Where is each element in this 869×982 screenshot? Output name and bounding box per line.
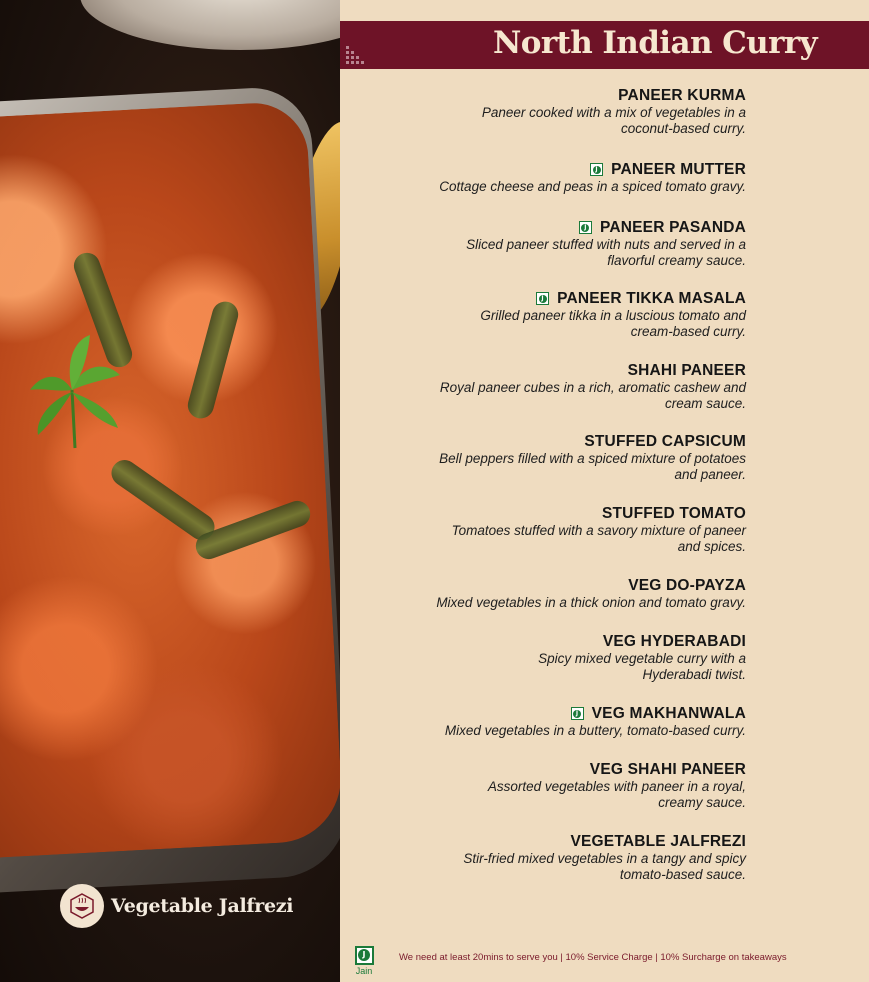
rice-plate — [80, 0, 340, 50]
menu-item-description: and spices. — [677, 539, 746, 554]
jain-icon: J — [590, 163, 603, 176]
menu-item-name — [366, 361, 746, 380]
jain-legend — [352, 942, 376, 976]
food-photo — [0, 0, 340, 982]
menu-item-description: Royal paneer cubes in a rich, aromatic cashew and — [439, 380, 746, 395]
menu-item-name-text: VEG MAKHANWALA — [591, 705, 746, 722]
menu-item-description: cream-based curry. — [630, 324, 746, 339]
section-banner — [340, 21, 869, 69]
footer — [352, 942, 862, 976]
menu-item — [366, 289, 746, 340]
jain-icon: J — [579, 221, 592, 234]
menu-item-name — [366, 218, 746, 237]
menu-item-description: flavorful creamy sauce. — [607, 253, 746, 268]
menu-item-name-text: SHAHI PANEER — [627, 362, 746, 379]
menu-item-name-text: VEG HYDERABADI — [602, 633, 746, 650]
menu-item-description: Bell peppers filled with a spiced mixture of potatoes — [439, 451, 746, 466]
menu-item-name — [366, 832, 746, 851]
menu-item-name-text: VEG SHAHI PANEER — [589, 761, 746, 778]
menu-item-description: creamy sauce. — [658, 795, 746, 810]
menu-item — [366, 504, 746, 555]
menu-item — [366, 576, 746, 611]
menu-item-name — [366, 289, 746, 308]
menu-item-name — [366, 432, 746, 451]
menu-item-name-text: PANEER PASANDA — [599, 219, 746, 236]
jain-legend-label: Jain — [355, 965, 373, 976]
menu-item-name — [366, 576, 746, 595]
menu-item-name — [366, 160, 746, 179]
coriander-garnish-icon — [20, 330, 130, 450]
menu-item-name-text: VEG DO-PAYZA — [628, 577, 746, 594]
menu-item-description: Mixed vegetables in a thick onion and tomato gravy. — [436, 595, 746, 610]
menu-panel — [340, 0, 869, 982]
menu-item-name-text: PANEER KURMA — [618, 87, 746, 104]
dot-pattern-icon — [346, 46, 366, 64]
menu-item-description: coconut-based curry. — [620, 121, 746, 136]
menu-item — [366, 86, 746, 137]
menu-item-description: Paneer cooked with a mix of vegetables in a — [481, 105, 746, 120]
menu-item-name — [366, 86, 746, 105]
menu-item-name-text: STUFFED CAPSICUM — [584, 433, 746, 450]
menu-item — [366, 160, 746, 195]
photo-caption — [62, 886, 293, 926]
menu-item-description: tomato-based sauce. — [619, 867, 746, 882]
menu-item — [366, 632, 746, 683]
menu-items — [366, 86, 746, 883]
menu-item-name-text: PANEER MUTTER — [611, 161, 746, 178]
menu-item — [366, 760, 746, 811]
menu-item-description: Cottage cheese and peas in a spiced tomato gravy. — [439, 179, 746, 194]
menu-item-description: Stir-fried mixed vegetables in a tangy and spicy — [463, 851, 746, 866]
menu-item-name — [366, 504, 746, 523]
menu-item-name — [366, 760, 746, 779]
photo-caption-text: Vegetable Jalfrezi — [111, 895, 294, 917]
jain-icon: J — [571, 707, 584, 720]
menu-item-name — [366, 632, 746, 651]
jain-icon: J — [536, 292, 549, 305]
jain-icon: J — [355, 946, 374, 965]
service-note: We need at least 20mins to serve you | 10% Service Charge | 10% Surcharge on takeaways — [399, 952, 787, 963]
menu-item-description: Grilled paneer tikka in a luscious tomato and — [480, 308, 746, 323]
menu-item — [366, 361, 746, 412]
menu-item-name-text: STUFFED TOMATO — [601, 505, 746, 522]
menu-item — [366, 432, 746, 483]
menu-item-description: Hyderabadi twist. — [642, 667, 746, 682]
menu-item — [366, 218, 746, 269]
page-title: North Indian Curry — [493, 25, 817, 61]
menu-item — [366, 704, 746, 739]
menu-item-description: Mixed vegetables in a buttery, tomato-based curry. — [444, 723, 746, 738]
curry-dish — [0, 100, 340, 859]
dish-emblem-icon — [62, 886, 102, 926]
menu-item-description: cream sauce. — [664, 396, 746, 411]
menu-item-name-text: PANEER TIKKA MASALA — [557, 290, 746, 307]
menu-item-name — [366, 704, 746, 723]
menu-item-description: Tomatoes stuffed with a savory mixture of paneer — [451, 523, 746, 538]
menu-item-description: and paneer. — [674, 467, 746, 482]
menu-item-description: Assorted vegetables with paneer in a royal, — [487, 779, 746, 794]
menu-item-description: Sliced paneer stuffed with nuts and served in a — [466, 237, 746, 252]
menu-item-name-text: VEGETABLE JALFREZI — [570, 833, 746, 850]
menu-item-description: Spicy mixed vegetable curry with a — [538, 651, 746, 666]
menu-item — [366, 832, 746, 883]
